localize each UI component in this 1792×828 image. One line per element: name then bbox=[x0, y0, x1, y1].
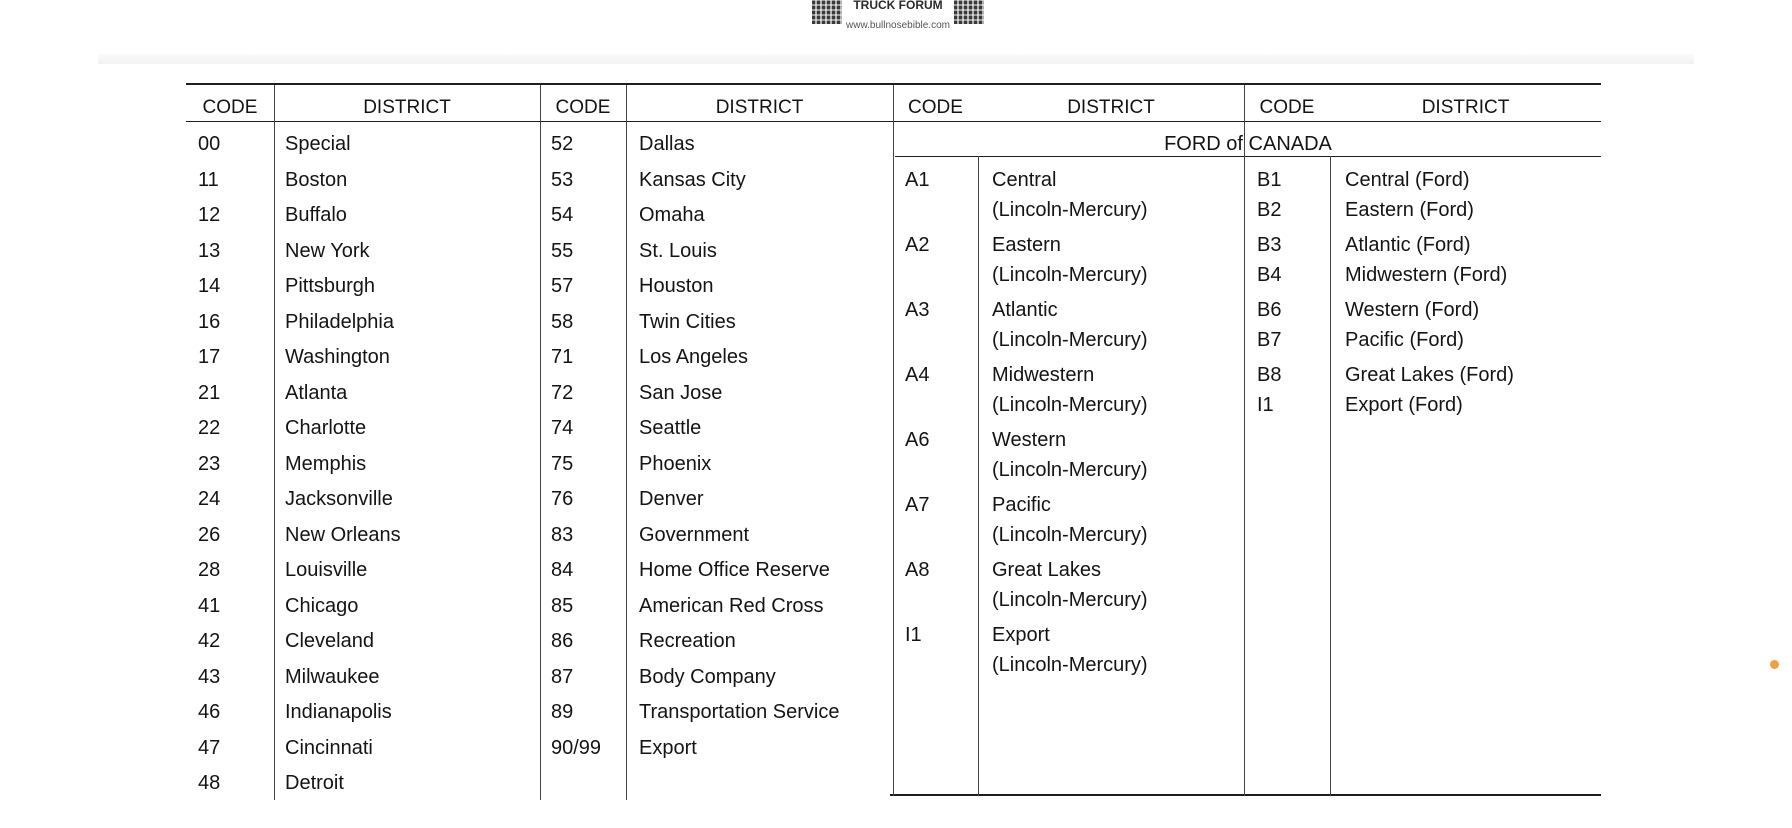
district-name: Charlotte bbox=[285, 417, 367, 439]
district-code: A2 bbox=[905, 234, 930, 256]
district-subname: (Lincoln-Mercury) bbox=[992, 654, 1148, 676]
district-code: A4 bbox=[905, 364, 930, 386]
district-name: Washington bbox=[285, 346, 390, 368]
district-name: Home Office Reserve bbox=[639, 559, 830, 581]
district-name: Export (Ford) bbox=[1345, 394, 1463, 416]
district-code: B2 bbox=[1257, 199, 1282, 221]
district-code: B1 bbox=[1257, 169, 1282, 191]
district-name: Boston bbox=[285, 168, 348, 191]
district-code: 16 bbox=[198, 310, 221, 333]
canada-title-rule bbox=[895, 156, 1601, 157]
district-code: B7 bbox=[1257, 329, 1282, 351]
column-divider bbox=[978, 156, 979, 796]
district-code: A1 bbox=[905, 169, 930, 191]
district-code: I1 bbox=[1257, 394, 1274, 416]
district-name: Cleveland bbox=[285, 630, 374, 652]
district-code: 87 bbox=[551, 665, 574, 688]
district-name: Recreation bbox=[639, 630, 736, 652]
district-code: 21 bbox=[198, 381, 221, 404]
district-code: 41 bbox=[198, 594, 221, 617]
district-code: 83 bbox=[551, 523, 574, 546]
district-code: 13 bbox=[198, 239, 221, 262]
district-code: 00 bbox=[198, 133, 221, 155]
district-code: 43 bbox=[198, 665, 221, 688]
district-code: 54 bbox=[551, 204, 574, 226]
district-name: Los Angeles bbox=[639, 346, 748, 368]
district-name: Export bbox=[992, 624, 1050, 646]
district-name: Pittsburgh bbox=[285, 275, 376, 297]
district-code: 55 bbox=[551, 239, 574, 262]
district-name: Eastern (Ford) bbox=[1345, 199, 1474, 221]
district-name: Twin Cities bbox=[639, 310, 736, 333]
district-name: Western bbox=[992, 429, 1067, 451]
district-name: Special bbox=[285, 133, 351, 155]
table-bottom-rule bbox=[890, 794, 1601, 796]
district-name: Louisville bbox=[285, 559, 368, 581]
district-name: Buffalo bbox=[285, 204, 347, 226]
column-header-district: DISTRICT bbox=[715, 97, 804, 118]
column-header-district: DISTRICT bbox=[1067, 97, 1155, 118]
district-name: Central (Ford) bbox=[1345, 169, 1470, 191]
district-code: 52 bbox=[551, 133, 574, 155]
district-name: Seattle bbox=[639, 417, 702, 439]
district-code: 26 bbox=[198, 523, 221, 546]
district-name: Central bbox=[992, 169, 1057, 191]
district-name: Government bbox=[639, 523, 750, 546]
column-divider bbox=[274, 85, 275, 800]
district-code: 11 bbox=[198, 168, 219, 191]
district-name: Body Company bbox=[639, 665, 776, 688]
district-code: 53 bbox=[551, 168, 574, 191]
district-name: Western (Ford) bbox=[1345, 299, 1480, 321]
district-name: San Jose bbox=[639, 381, 723, 404]
district-subname: (Lincoln-Mercury) bbox=[992, 264, 1148, 286]
district-code: 90/99 bbox=[551, 736, 602, 759]
district-name: Phoenix bbox=[639, 452, 712, 475]
column-divider bbox=[540, 85, 541, 800]
canada-section-title: FORD of CANADA bbox=[1164, 133, 1332, 155]
district-name: Atlantic bbox=[992, 299, 1058, 321]
district-code: 89 bbox=[551, 701, 574, 723]
district-name: Pacific bbox=[992, 494, 1051, 516]
district-name: Atlanta bbox=[285, 381, 348, 404]
district-code: 12 bbox=[198, 204, 221, 226]
column-header-code: CODE bbox=[1259, 97, 1315, 118]
district-name: Cincinnati bbox=[285, 736, 373, 759]
district-subname: (Lincoln-Mercury) bbox=[992, 394, 1148, 416]
district-subname: (Lincoln-Mercury) bbox=[992, 329, 1148, 351]
district-code: 14 bbox=[198, 275, 221, 297]
district-code: 24 bbox=[198, 488, 221, 510]
column-divider bbox=[893, 121, 894, 796]
column-divider bbox=[626, 85, 627, 800]
district-subname: (Lincoln-Mercury) bbox=[992, 589, 1148, 611]
district-name: Eastern bbox=[992, 234, 1061, 256]
district-name: New York bbox=[285, 239, 370, 262]
district-name: Denver bbox=[639, 488, 704, 510]
logo-url: www.bullnosebible.com bbox=[846, 20, 950, 31]
district-code: 75 bbox=[551, 452, 574, 475]
district-name: Houston bbox=[639, 275, 714, 297]
district-subname: (Lincoln-Mercury) bbox=[992, 199, 1148, 221]
column-header-code: CODE bbox=[202, 97, 258, 118]
district-code: 86 bbox=[551, 630, 574, 652]
district-name: Kansas City bbox=[639, 168, 746, 191]
district-code: 17 bbox=[198, 346, 221, 368]
district-code: A3 bbox=[905, 299, 930, 321]
district-name: American Red Cross bbox=[639, 594, 824, 617]
district-code: 48 bbox=[198, 772, 221, 794]
district-code: A6 bbox=[905, 429, 930, 451]
district-name: Atlantic (Ford) bbox=[1345, 234, 1471, 256]
district-code: 47 bbox=[198, 736, 221, 759]
district-code: B6 bbox=[1257, 299, 1282, 321]
district-name: New Orleans bbox=[285, 523, 401, 546]
district-code: 46 bbox=[198, 701, 221, 723]
district-subname: (Lincoln-Mercury) bbox=[992, 459, 1148, 481]
column-header-code: CODE bbox=[555, 97, 611, 118]
district-code: 85 bbox=[551, 594, 574, 617]
district-code: 28 bbox=[198, 559, 221, 581]
district-name: Memphis bbox=[285, 452, 367, 475]
district-code: 71 bbox=[551, 346, 574, 368]
district-name: Great Lakes bbox=[992, 559, 1101, 581]
district-name: Export bbox=[639, 736, 697, 759]
district-name: Transportation Service bbox=[639, 701, 840, 723]
district-name: St. Louis bbox=[639, 239, 717, 262]
district-code: A7 bbox=[905, 494, 930, 516]
district-name: Indianapolis bbox=[285, 701, 392, 723]
district-code: B8 bbox=[1257, 364, 1282, 386]
district-code: 22 bbox=[198, 417, 221, 439]
district-name: Midwestern bbox=[992, 364, 1095, 386]
district-name: Midwestern (Ford) bbox=[1345, 264, 1508, 286]
district-code: I1 bbox=[905, 624, 922, 646]
district-name: Detroit bbox=[285, 772, 344, 794]
column-header-code: CODE bbox=[908, 97, 963, 118]
logo-title: TRUCK FORUM bbox=[853, 0, 943, 12]
district-code: 23 bbox=[198, 452, 221, 475]
district-name: Pacific (Ford) bbox=[1345, 329, 1464, 351]
district-code: 58 bbox=[551, 310, 574, 333]
district-name: Great Lakes (Ford) bbox=[1345, 364, 1514, 386]
district-name: Chicago bbox=[285, 594, 359, 617]
column-divider bbox=[1244, 121, 1245, 796]
district-name: Omaha bbox=[639, 204, 705, 226]
district-code: 76 bbox=[551, 488, 574, 510]
district-code: 74 bbox=[551, 417, 574, 439]
column-header-district: DISTRICT bbox=[1421, 97, 1510, 118]
district-code: 42 bbox=[198, 630, 221, 652]
district-name: Jacksonville bbox=[285, 488, 393, 510]
column-header-district: DISTRICT bbox=[363, 97, 451, 118]
district-code: 84 bbox=[551, 559, 574, 581]
district-code: B3 bbox=[1257, 234, 1282, 256]
scroll-indicator-dot[interactable] bbox=[1770, 660, 1779, 669]
district-name: Dallas bbox=[639, 133, 695, 155]
district-name: Philadelphia bbox=[285, 310, 394, 333]
district-code: 72 bbox=[551, 381, 574, 404]
district-code: A8 bbox=[905, 559, 930, 581]
district-subname: (Lincoln-Mercury) bbox=[992, 524, 1148, 546]
district-code: 57 bbox=[551, 275, 574, 297]
district-code: B4 bbox=[1257, 264, 1282, 286]
district-name: Milwaukee bbox=[285, 665, 380, 688]
column-divider bbox=[1330, 156, 1331, 796]
